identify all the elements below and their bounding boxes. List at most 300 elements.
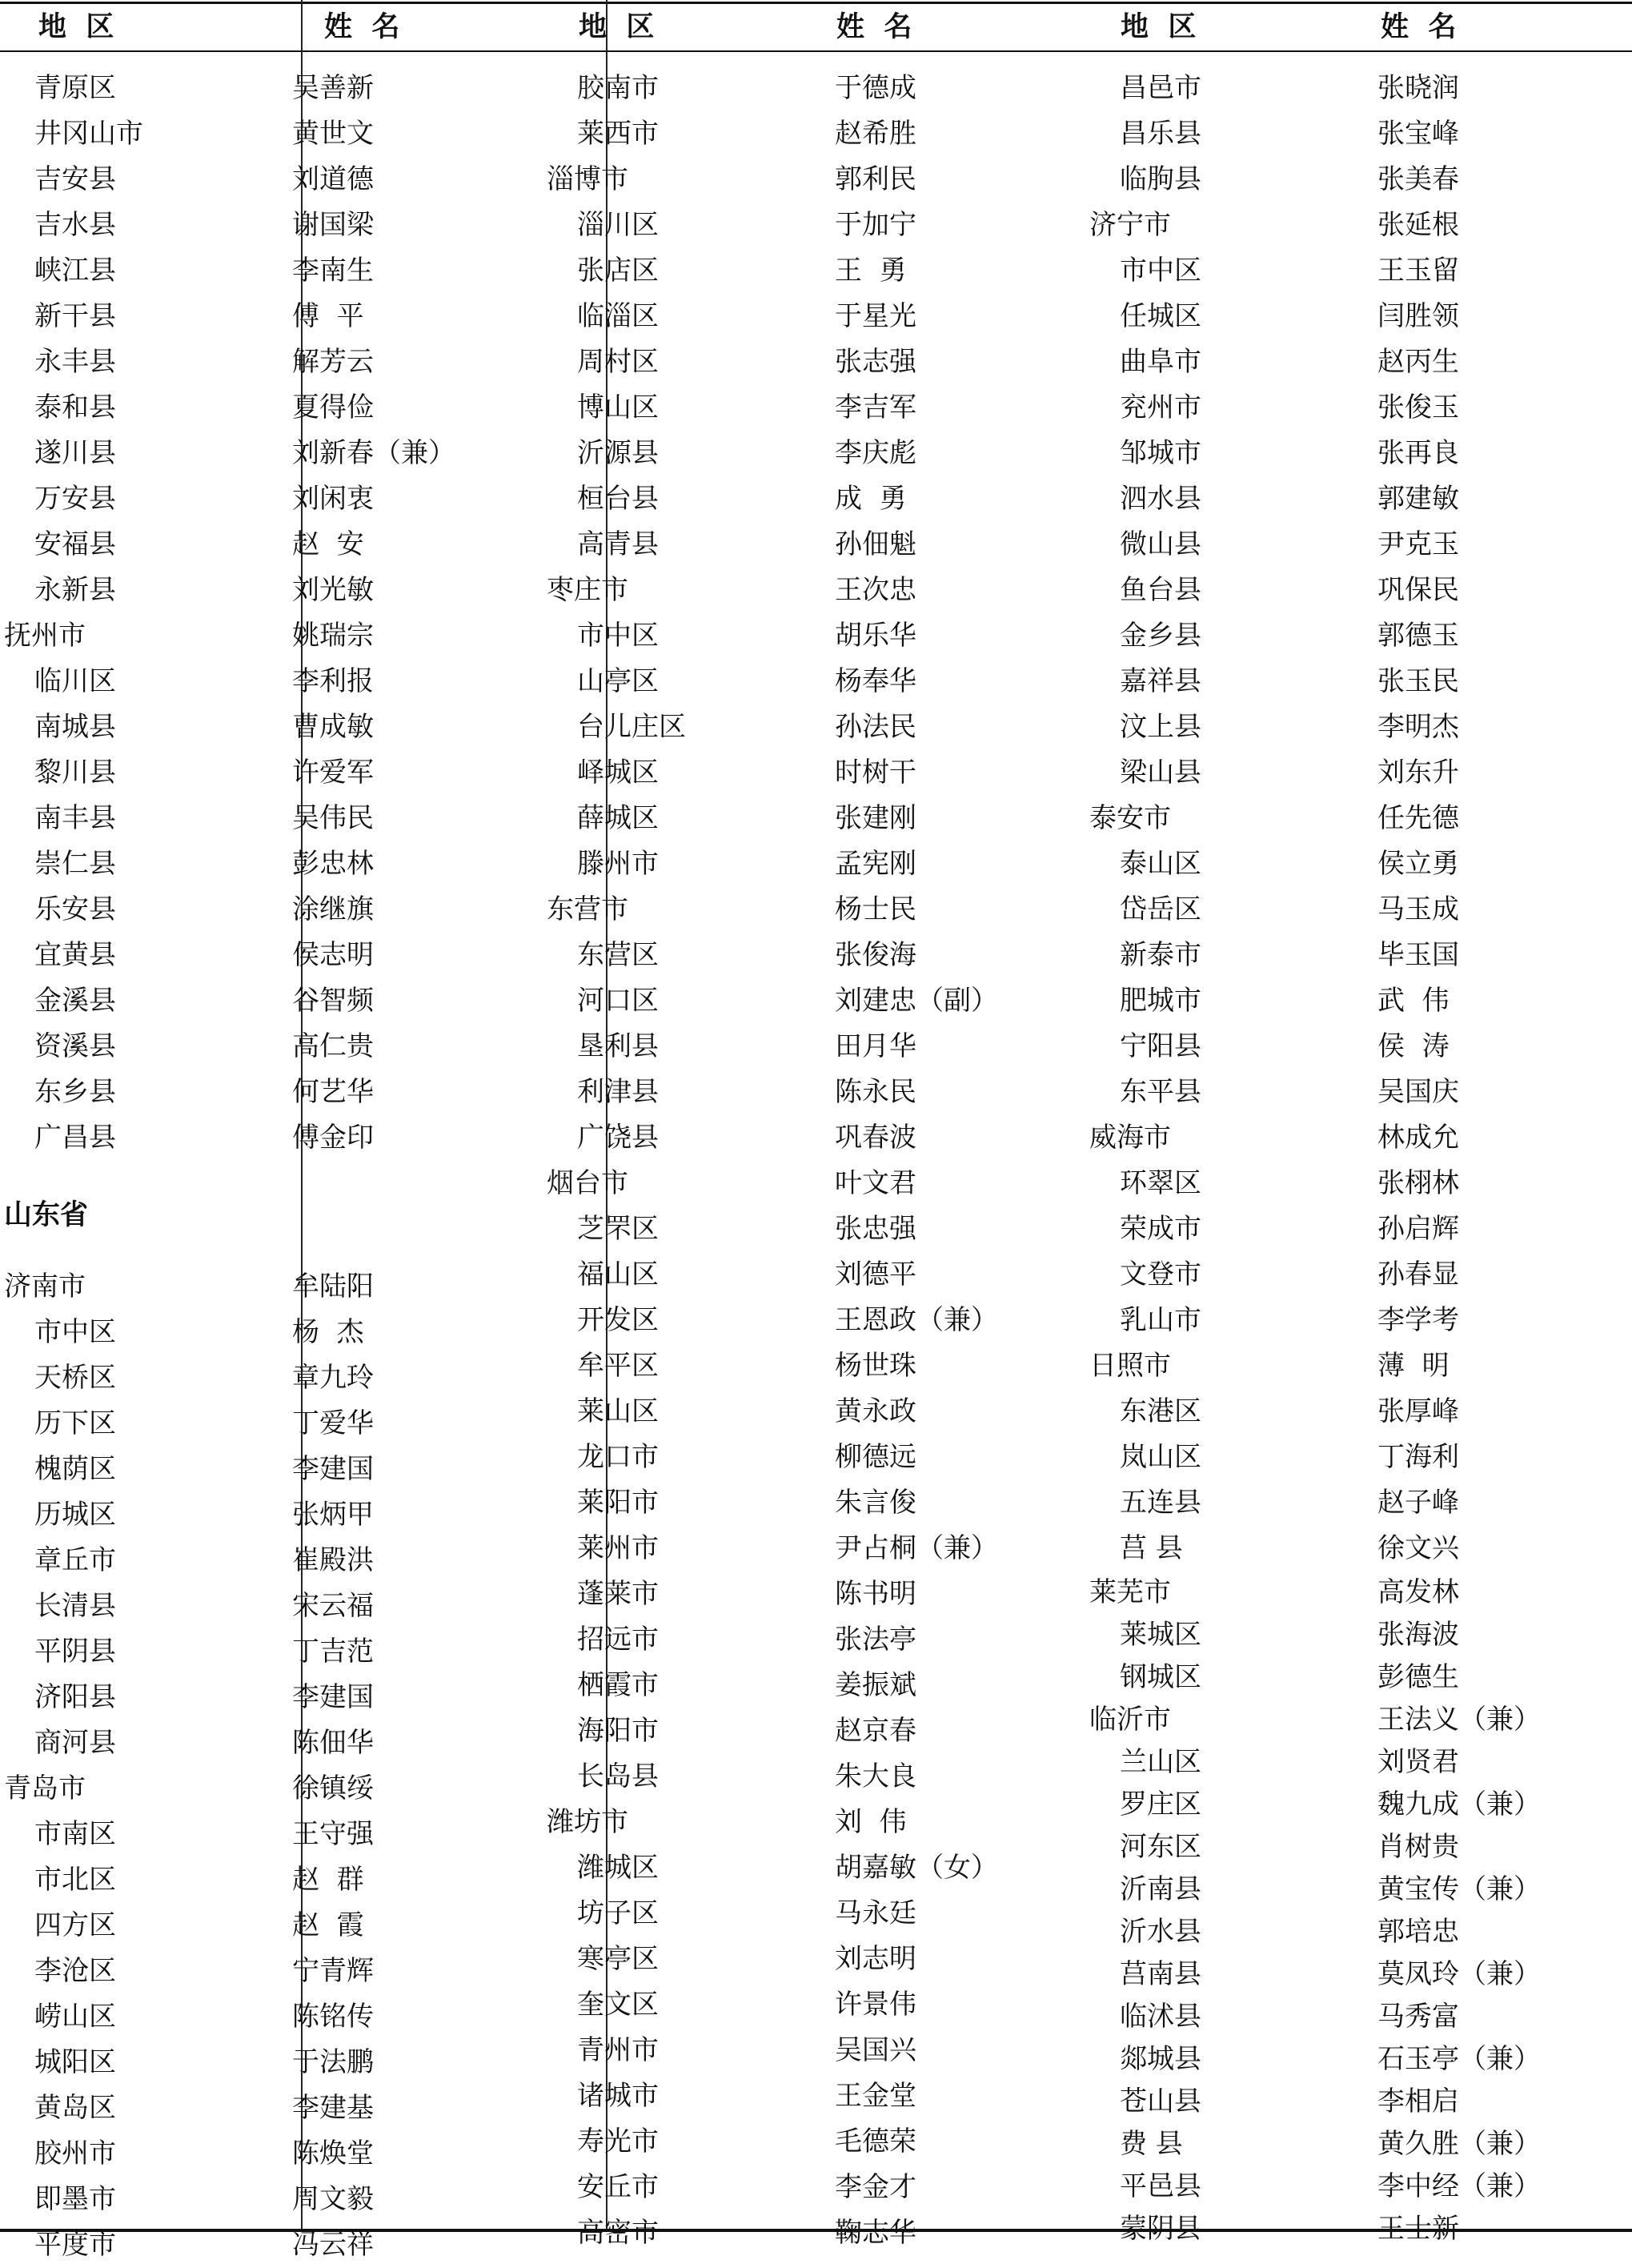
table-row — [547, 613, 916, 659]
name-cell: 王法义（兼） — [1377, 1704, 1541, 1736]
name-cell: 丁吉范 — [292, 1636, 374, 1668]
region-cell: 岱岳区 — [1120, 893, 1201, 925]
region-cell: 抚州市 — [4, 620, 86, 652]
region-cell: 城阳区 — [34, 2046, 116, 2078]
table-row — [4, 476, 374, 522]
name-cell: 李建基 — [292, 2092, 374, 2124]
table-row — [547, 248, 907, 294]
region-cell: 临淄区 — [577, 300, 659, 332]
table-row — [4, 2222, 374, 2268]
region-cell: 烟台市 — [547, 1167, 628, 1199]
table-row — [1089, 978, 1450, 1024]
name-cell: 田月华 — [835, 1030, 916, 1062]
region-cell: 牟平区 — [577, 1350, 659, 1382]
region-cell: 邹城市 — [1120, 437, 1201, 469]
region-cell: 兖州市 — [1120, 391, 1201, 423]
region-cell: 台儿庄区 — [577, 711, 686, 743]
name-cell: 吴伟民 — [292, 802, 374, 834]
table-row — [547, 1754, 916, 1800]
name-cell: 高发林 — [1377, 1576, 1459, 1608]
name-cell: 魏九成（兼） — [1377, 1788, 1541, 1820]
region-cell: 新泰市 — [1120, 939, 1201, 971]
name-cell: 尹占桐（兼） — [835, 1532, 998, 1564]
region-cell: 利津县 — [577, 1076, 659, 1108]
name-cell: 曹成敏 — [292, 711, 374, 743]
name-cell: 杨奉华 — [835, 665, 916, 697]
table-row — [547, 1800, 907, 1845]
region-cell: 昌邑市 — [1120, 72, 1201, 104]
table-row — [4, 203, 374, 248]
region-cell: 寿光市 — [577, 2125, 659, 2158]
name-cell: 李南生 — [292, 255, 374, 287]
table-row — [1089, 1389, 1459, 1435]
region-cell: 平邑县 — [1120, 2170, 1201, 2202]
region-cell: 微山县 — [1120, 528, 1201, 560]
region-cell: 长清县 — [34, 1590, 116, 1622]
name-cell: 于加宁 — [835, 209, 916, 241]
region-cell: 济南市 — [4, 1270, 86, 1303]
table-row — [1089, 750, 1459, 796]
region-cell: 东港区 — [1120, 1395, 1201, 1427]
table-row — [1089, 1298, 1459, 1343]
name-cell: 张美春 — [1377, 163, 1459, 195]
name-cell: 刘闲衷 — [292, 483, 374, 515]
table-row — [547, 1024, 916, 1070]
table-row — [1089, 1252, 1459, 1298]
region-cell: 槐荫区 — [34, 1453, 116, 1485]
region-cell: 宜黄县 — [34, 939, 116, 971]
region-cell: 潍城区 — [577, 1852, 659, 1884]
table-row — [1089, 522, 1459, 568]
name-cell: 赵丙生 — [1377, 346, 1459, 378]
table-row — [4, 841, 374, 887]
table-row — [547, 385, 916, 431]
table-row — [4, 1949, 374, 1994]
table-row — [1089, 841, 1459, 887]
table-row — [547, 1298, 998, 1343]
table-row — [1089, 1614, 1459, 1656]
table-row — [547, 1480, 916, 1526]
region-cell: 平阴县 — [34, 1636, 116, 1668]
region-cell: 遂川县 — [34, 437, 116, 469]
region-cell: 沂南县 — [1120, 1873, 1201, 1905]
table-row — [547, 1252, 916, 1298]
name-cell: 刘志明 — [835, 1943, 916, 1975]
table-row — [1089, 796, 1459, 841]
region-cell: 垦利县 — [577, 1030, 659, 1062]
table-row — [547, 1982, 916, 2028]
table-row — [547, 1937, 916, 1982]
region-cell: 兰山区 — [1120, 1746, 1201, 1778]
name-cell: 傅金印 — [292, 1122, 374, 1154]
region-cell: 龙口市 — [577, 1441, 659, 1473]
name-cell: 孟宪刚 — [835, 848, 916, 880]
region-cell: 莒南县 — [1120, 1958, 1201, 1990]
table-row — [1089, 2081, 1459, 2123]
region-cell: 淄博市 — [547, 163, 628, 195]
table-row — [4, 2085, 374, 2131]
table-row — [1089, 2038, 1541, 2081]
region-cell: 泰山区 — [1120, 848, 1201, 880]
table-row — [1089, 1911, 1459, 1953]
region-cell: 济宁市 — [1089, 209, 1171, 241]
region-cell: 莱芜市 — [1089, 1576, 1171, 1608]
name-cell: 张玉民 — [1377, 665, 1459, 697]
table-row — [547, 2073, 916, 2119]
region-cell: 肥城市 — [1120, 985, 1201, 1017]
region-cell: 东平县 — [1120, 1076, 1201, 1108]
name-cell: 胡嘉敏（女） — [835, 1852, 998, 1884]
region-cell: 奎文区 — [577, 1989, 659, 2021]
table-row — [4, 568, 374, 613]
table-row — [1089, 1070, 1459, 1115]
table-row — [547, 1663, 916, 1708]
table-row — [4, 248, 374, 294]
table-row — [547, 568, 916, 613]
name-cell: 徐镇绥 — [292, 1772, 374, 1804]
table-row — [1089, 476, 1459, 522]
region-cell: 岚山区 — [1120, 1441, 1201, 1473]
table-row — [4, 1024, 374, 1070]
name-cell: 吴国庆 — [1377, 1076, 1459, 1108]
table-row — [4, 66, 374, 111]
name-cell: 郭培忠 — [1377, 1916, 1459, 1948]
table-row — [4, 157, 374, 203]
name-cell: 石玉亭（兼） — [1377, 2043, 1541, 2075]
name-cell: 李金才 — [835, 2171, 916, 2203]
name-cell: 闫胜领 — [1377, 300, 1459, 332]
region-cell: 安丘市 — [577, 2171, 659, 2203]
region-cell: 莱州市 — [577, 1532, 659, 1564]
name-cell: 张法亭 — [835, 1624, 916, 1656]
name-cell: 陈书明 — [835, 1578, 916, 1610]
name-cell: 薄 明 — [1377, 1350, 1450, 1382]
header-name-1: 姓 名 — [324, 11, 400, 43]
name-cell: 丁海利 — [1377, 1441, 1459, 1473]
region-cell: 招远市 — [577, 1624, 659, 1656]
name-cell: 赵子峰 — [1377, 1487, 1459, 1519]
name-cell: 赵希胜 — [835, 118, 916, 150]
column-1 — [4, 66, 455, 2268]
name-cell: 李明杰 — [1377, 711, 1459, 743]
table-row — [4, 339, 374, 385]
name-cell: 王恩政（兼） — [835, 1304, 998, 1336]
table-row — [1089, 339, 1459, 385]
region-cell: 资溪县 — [34, 1030, 116, 1062]
name-cell: 赵京春 — [835, 1715, 916, 1747]
name-cell: 任先德 — [1377, 802, 1459, 834]
region-cell: 市北区 — [34, 1864, 116, 1896]
region-cell: 乳山市 — [1120, 1304, 1201, 1336]
table-row — [1089, 1699, 1541, 1741]
table-row — [1089, 1656, 1459, 1699]
name-cell: 杨士民 — [835, 893, 916, 925]
region-cell: 天桥区 — [34, 1362, 116, 1394]
region-cell: 海阳市 — [577, 1715, 659, 1747]
region-cell: 费 县 — [1120, 2128, 1183, 2160]
name-cell: 张栩林 — [1377, 1167, 1459, 1199]
name-cell: 王金堂 — [835, 2080, 916, 2112]
region-cell: 环翠区 — [1120, 1167, 1201, 1199]
name-cell: 于德成 — [835, 72, 916, 104]
table-row — [547, 1070, 916, 1115]
region-cell: 吉水县 — [34, 209, 116, 241]
column-2 — [547, 66, 998, 2256]
region-cell: 钢城区 — [1120, 1661, 1201, 1693]
region-cell: 市中区 — [34, 1316, 116, 1348]
table-row — [4, 522, 364, 568]
table-row — [547, 203, 916, 248]
region-cell: 黎川县 — [34, 757, 116, 789]
region-cell: 莱城区 — [1120, 1619, 1201, 1651]
name-cell: 李庆彪 — [835, 437, 916, 469]
table-row — [547, 522, 916, 568]
region-cell: 鱼台县 — [1120, 574, 1201, 606]
region-cell: 峄城区 — [577, 757, 659, 789]
region-cell: 临川区 — [34, 665, 116, 697]
table-row — [4, 933, 374, 978]
row-spacer — [4, 1161, 297, 1193]
region-cell: 永丰县 — [34, 346, 116, 378]
region-cell: 福山区 — [577, 1258, 659, 1291]
table-row — [1089, 2166, 1541, 2208]
table-row — [1089, 1024, 1450, 1070]
table-row — [547, 1526, 998, 1572]
name-cell: 王 勇 — [835, 255, 907, 287]
region-cell: 郯城县 — [1120, 2043, 1201, 2075]
table-row — [1089, 1435, 1459, 1480]
table-row — [4, 1629, 374, 1675]
table-row — [547, 1617, 916, 1663]
name-cell: 张宝峰 — [1377, 118, 1459, 150]
name-cell: 侯志明 — [292, 939, 374, 971]
table-row — [4, 887, 374, 933]
name-cell: 谢国梁 — [292, 209, 374, 241]
name-cell: 巩春波 — [835, 1122, 916, 1154]
table-row — [547, 1572, 916, 1617]
table-row — [547, 157, 916, 203]
name-cell: 赵 安 — [292, 528, 364, 560]
table-row — [1089, 1996, 1459, 2038]
table-row — [1089, 2208, 1459, 2250]
region-cell: 青州市 — [577, 2034, 659, 2066]
name-cell: 鞠志华 — [835, 2217, 916, 2249]
region-cell: 寒亭区 — [577, 1943, 659, 1975]
region-cell: 广饶县 — [577, 1122, 659, 1154]
name-cell: 杨 杰 — [292, 1316, 364, 1348]
table-row — [547, 339, 916, 385]
table-row — [4, 2131, 374, 2177]
name-cell: 彭德生 — [1377, 1661, 1459, 1693]
name-cell: 于法鹏 — [292, 2046, 374, 2078]
region-cell: 蒙阴县 — [1120, 2213, 1201, 2245]
name-cell: 林成允 — [1377, 1122, 1459, 1154]
region-cell: 吉安县 — [34, 163, 116, 195]
region-cell: 枣庄市 — [547, 574, 628, 606]
region-cell: 胶南市 — [577, 72, 659, 104]
table-row — [4, 2040, 374, 2085]
name-cell: 张晓润 — [1377, 72, 1459, 104]
region-cell: 平度市 — [34, 2229, 116, 2261]
table-row — [547, 750, 916, 796]
name-cell: 郭利民 — [835, 163, 916, 195]
name-cell: 时树干 — [835, 757, 916, 789]
table-row — [4, 1766, 374, 1812]
table-row — [4, 750, 374, 796]
table-row — [1089, 157, 1459, 203]
table-row — [4, 1115, 374, 1161]
header-region-3: 地 区 — [1121, 11, 1197, 43]
table-row — [4, 1903, 364, 1949]
name-cell: 高仁贵 — [292, 1030, 374, 1062]
name-cell: 巩保民 — [1377, 574, 1459, 606]
name-cell: 杨世珠 — [835, 1350, 916, 1382]
table-row — [547, 1435, 916, 1480]
name-cell: 张延根 — [1377, 209, 1459, 241]
region-cell: 四方区 — [34, 1909, 116, 1941]
name-cell: 徐文兴 — [1377, 1532, 1459, 1564]
region-cell: 嘉祥县 — [1120, 665, 1201, 697]
name-cell: 肖树贵 — [1377, 1831, 1459, 1863]
name-cell: 谷智频 — [292, 985, 374, 1017]
name-cell: 侯 涛 — [1377, 1030, 1450, 1062]
region-cell: 沂水县 — [1120, 1916, 1201, 1948]
name-cell: 丁爱华 — [292, 1407, 374, 1439]
region-cell: 日照市 — [1089, 1350, 1171, 1382]
region-cell: 山亭区 — [577, 665, 659, 697]
region-cell: 荣成市 — [1120, 1213, 1201, 1245]
region-cell: 张店区 — [577, 255, 659, 287]
name-cell: 陈铭传 — [292, 2001, 374, 2033]
name-cell: 刘贤君 — [1377, 1746, 1459, 1778]
name-cell: 莫凤玲（兼） — [1377, 1958, 1541, 1990]
header-region-1: 地 区 — [38, 11, 114, 43]
region-cell: 乐安县 — [34, 893, 116, 925]
table-row — [4, 1264, 374, 1310]
region-cell: 淄川区 — [577, 209, 659, 241]
table-row — [547, 2028, 916, 2073]
region-cell: 诸城市 — [577, 2080, 659, 2112]
table-row — [4, 111, 374, 157]
region-cell: 桓台县 — [577, 483, 659, 515]
region-cell: 潍坊市 — [547, 1806, 628, 1838]
name-cell: 刘 伟 — [835, 1806, 907, 1838]
name-cell: 黄久胜（兼） — [1377, 2128, 1541, 2160]
table-row — [4, 2177, 374, 2222]
region-cell: 济阳县 — [34, 1681, 116, 1713]
name-cell: 郭德玉 — [1377, 620, 1459, 652]
header-rule — [0, 50, 1632, 52]
region-cell: 开发区 — [577, 1304, 659, 1336]
region-cell: 商河县 — [34, 1727, 116, 1759]
region-cell: 昌乐县 — [1120, 118, 1201, 150]
name-cell: 许爱军 — [292, 757, 374, 789]
table-row — [4, 1310, 364, 1355]
table-row — [547, 1343, 916, 1389]
table-row — [1089, 613, 1459, 659]
region-cell: 高密市 — [577, 2217, 659, 2249]
table-row — [547, 476, 907, 522]
table-row — [4, 1538, 374, 1584]
name-cell: 彭忠林 — [292, 848, 374, 880]
region-cell: 临朐县 — [1120, 163, 1201, 195]
name-cell: 宋云福 — [292, 1590, 374, 1622]
region-cell: 梁山县 — [1120, 757, 1201, 789]
name-cell: 吴善新 — [292, 72, 374, 104]
region-cell: 峡江县 — [34, 255, 116, 287]
table-row — [547, 704, 916, 750]
name-cell: 胡乐华 — [835, 620, 916, 652]
region-cell: 苍山县 — [1120, 2085, 1201, 2117]
name-cell: 王守强 — [292, 1818, 374, 1850]
name-cell: 刘德平 — [835, 1258, 916, 1291]
header-name-3: 姓 名 — [1381, 11, 1457, 43]
name-cell: 黄永政 — [835, 1395, 916, 1427]
table-row — [1089, 1526, 1459, 1572]
table-row — [4, 659, 374, 704]
table-row — [1089, 704, 1459, 750]
name-cell: 涂继旗 — [292, 893, 374, 925]
table-row — [1089, 1869, 1541, 1911]
table-row — [4, 796, 374, 841]
table-row — [1089, 1161, 1459, 1206]
table-row — [547, 1389, 916, 1435]
name-cell: 陈焕堂 — [292, 2138, 374, 2170]
name-cell: 张俊海 — [835, 939, 916, 971]
name-cell: 刘东升 — [1377, 757, 1459, 789]
region-cell: 泗水县 — [1120, 483, 1201, 515]
region-cell: 文登市 — [1120, 1258, 1201, 1291]
table-row — [547, 1206, 916, 1252]
region-cell: 市南区 — [34, 1818, 116, 1850]
table-row — [1089, 111, 1459, 157]
table-row — [4, 1401, 374, 1447]
name-cell: 姚瑞宗 — [292, 620, 374, 652]
table-row — [547, 659, 916, 704]
table-row — [1089, 568, 1459, 613]
name-cell: 张建刚 — [835, 802, 916, 834]
region-cell: 井冈山市 — [34, 118, 143, 150]
region-cell: 万安县 — [34, 483, 116, 515]
table-row — [547, 2165, 916, 2210]
name-cell: 马永廷 — [835, 1897, 916, 1929]
name-cell: 许景伟 — [835, 1989, 916, 2021]
name-cell: 毕玉国 — [1377, 939, 1459, 971]
region-cell: 长岛县 — [577, 1760, 659, 1792]
name-cell: 赵 群 — [292, 1864, 364, 1896]
region-cell: 新干县 — [34, 300, 116, 332]
name-cell: 李学考 — [1377, 1304, 1459, 1336]
region-cell: 市中区 — [577, 620, 659, 652]
name-cell: 孙春显 — [1377, 1258, 1459, 1291]
table-row — [547, 1708, 916, 1754]
region-cell: 五连县 — [1120, 1487, 1201, 1519]
table-row — [547, 978, 998, 1024]
region-cell: 威海市 — [1089, 1122, 1171, 1154]
region-cell: 东营区 — [577, 939, 659, 971]
table-row — [4, 1994, 374, 2040]
name-cell: 崔殿洪 — [292, 1544, 374, 1576]
name-cell: 傅 平 — [292, 300, 364, 332]
table-row — [4, 1857, 364, 1903]
header-region-2: 地 区 — [579, 11, 655, 43]
name-cell: 李利报 — [292, 665, 374, 697]
table-row — [1089, 1343, 1450, 1389]
name-cell: 赵 霞 — [292, 1909, 364, 1941]
table-row — [547, 294, 916, 339]
region-cell: 东乡县 — [34, 1076, 116, 1108]
name-cell: 李建国 — [292, 1681, 374, 1713]
